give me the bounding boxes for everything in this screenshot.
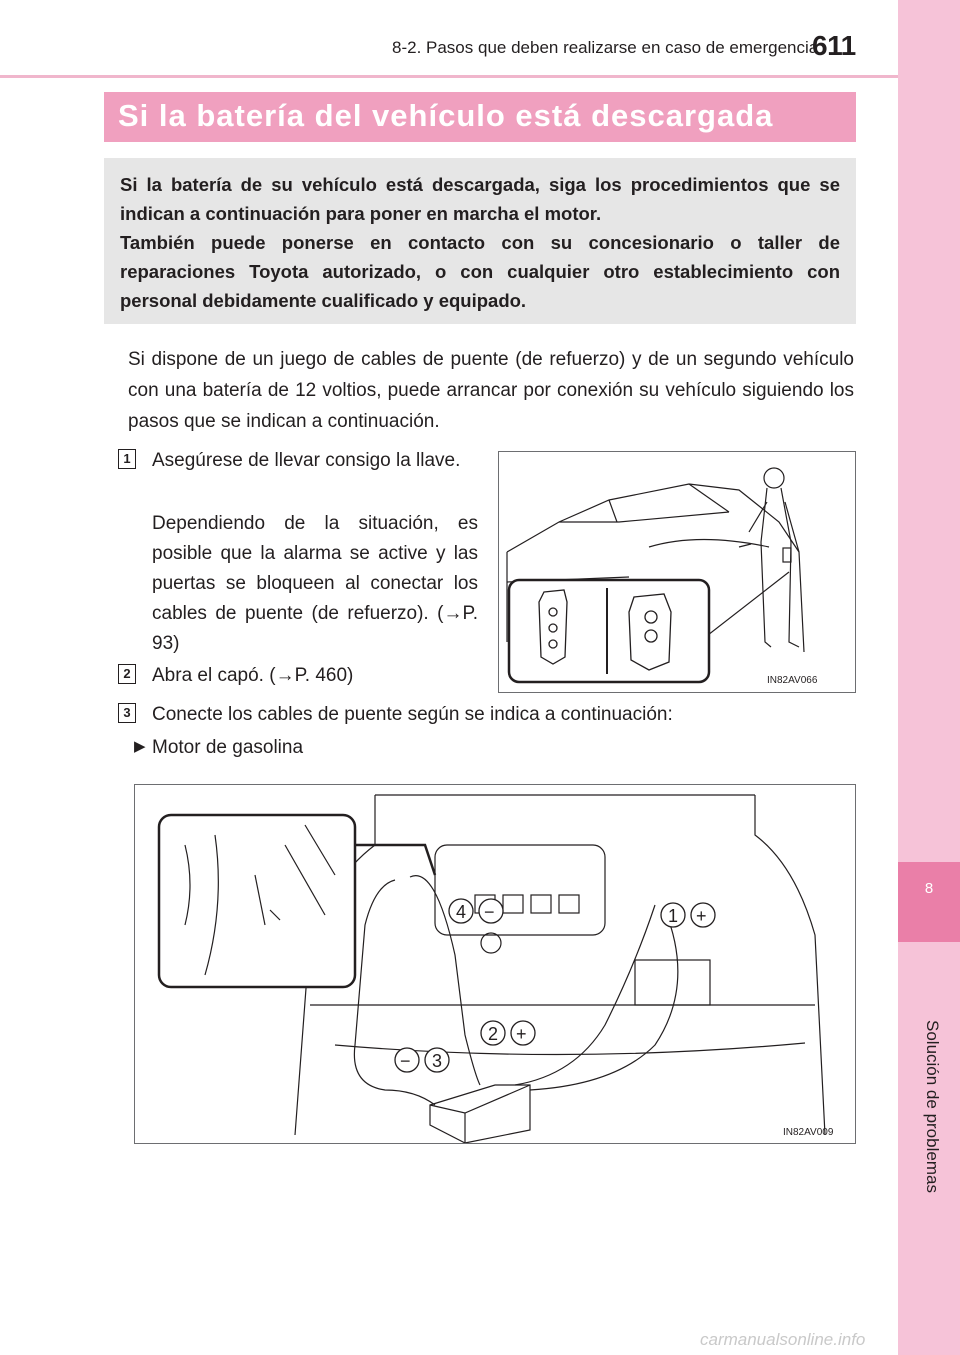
bullet-icon: ▶ (134, 738, 146, 755)
step-text: Asegúrese de llevar consigo la llave. (152, 450, 461, 471)
step-text: Conecte los cables de puente según se indica a continuación: (152, 704, 673, 725)
engine-figure-code: IN82AV009 (783, 1127, 834, 1138)
engine-figure (134, 784, 856, 1144)
key-figure (498, 451, 856, 693)
step-number-box: 2 (118, 664, 136, 684)
callout-1-number: 1 (668, 906, 679, 926)
page-title: Si la batería del vehículo está descargada (104, 92, 856, 142)
body-paragraph: Si dispone de un juego de cables de puente (de refuerzo) y de un segundo vehículo con una batería de 12 voltios, puede arrancar por conexión su vehículo siguiendo los pasos que se indican a continuación. (128, 349, 854, 432)
chapter-number: 8 (924, 880, 934, 897)
step-text: Abra el capó. (→P. 460) (152, 665, 354, 686)
header-divider (0, 75, 898, 78)
key-figure-code: IN82AV066 (767, 675, 818, 686)
bullet-label: Motor de gasolina (152, 737, 304, 758)
page-number: 611 (812, 30, 856, 61)
callout-2-number: 2 (488, 1024, 499, 1044)
watermark: carmanualsonline.info (700, 1330, 866, 1349)
callout-4-sign: − (484, 902, 495, 922)
callout-4-number: 4 (456, 902, 467, 922)
callout-2-sign: + (516, 1024, 527, 1044)
callout-3-sign: − (400, 1051, 411, 1071)
step-note: Dependiendo de la situación, es posible que la alarma se active y las puertas se bloqueen al conectar los cables de puente (de refuerzo). (→P. 93) (152, 513, 478, 654)
chapter-label: Solución de problemas (923, 1020, 942, 1193)
intro-paragraph: Si la batería de su vehículo está descargada, siga los procedimientos que se indican a continuación para poner en marcha el motor. (120, 174, 840, 224)
intro-box (104, 158, 856, 324)
section-title: 8-2. Pasos que deben realizarse en caso de emergencia (392, 38, 819, 57)
step-number-box: 1 (118, 449, 136, 469)
side-tab-active-chapter[interactable] (898, 862, 960, 942)
step-number-box: 3 (118, 703, 136, 723)
engine-bay-illustration (135, 785, 855, 1143)
callout-1-sign: + (696, 906, 707, 926)
intro-paragraph: También puede ponerse en contacto con su concesionario o taller de reparaciones Toyota autorizado, o con cualquier otro establecimiento con personal debidamente cualificado y equipado. (120, 232, 840, 311)
car-with-driver-illustration (499, 452, 855, 692)
callout-3-number: 3 (432, 1051, 443, 1071)
